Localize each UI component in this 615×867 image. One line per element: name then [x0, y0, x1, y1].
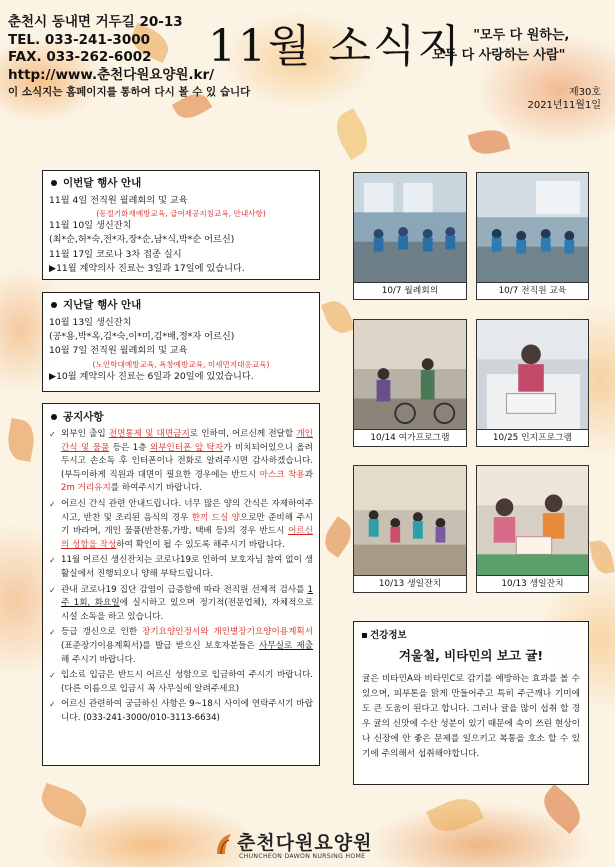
issue-info [527, 86, 601, 112]
event-subtitle: (동절기화재예방교육, 급여제공지침교육, 안내사항) [96, 209, 266, 219]
bullet-icon [51, 302, 57, 308]
issue-number: 제30호 [568, 87, 601, 98]
homepage-notice: 이 소식지는 홈페이지를 통하여 다시 볼 수 있 습니다 [8, 86, 251, 98]
logo-name: 춘천다원요양원 [237, 832, 373, 854]
photo-caption: 10/7 전직원 교육 [476, 283, 589, 300]
leaf-decoration [36, 783, 91, 828]
health-label: 건강정보 [362, 627, 580, 641]
notice-item: ✓ 등급 갱신으로 인한 장기요양인정서와 개인별장기요양이용계획서(표준장기이용계획서)를 발급 받으신 보호자분들은 사무실로 제출해 주시기 바랍니다. [49, 626, 313, 667]
website-link[interactable]: http://www.춘천다원요양원.kr/ [8, 66, 215, 83]
square-bullet-icon [362, 633, 367, 638]
leaf-decoration [589, 539, 615, 576]
photo-caption: 10/13 생일잔치 [353, 576, 467, 593]
slogan-line-1: "모두 다 원하는, [473, 28, 570, 43]
photo-meeting [353, 172, 467, 283]
section-title: 지난달 행사 안내 [49, 297, 313, 312]
slogan-line-2: 모두 다 사랑하는 사람" [432, 48, 566, 63]
photo-caption: 10/7 월례회의 [353, 283, 467, 300]
health-info-box [353, 621, 589, 785]
address-line: 춘천시 동내면 거두길 20-13 [8, 14, 183, 30]
photo-caption: 10/14 여가프로그램 [353, 430, 467, 447]
last-month-events-box [42, 292, 320, 392]
notice-item: ✓ 어르신 간식 관련 안내드립니다. 너무 많은 양의 간식은 자제하여주시고, 반찬 및 조리된 음식의 경우 한끼 드실 양으로만 준비해 주시기 바라며, 개인 물품(반찬통,가방, 택배 등)의 경우 반드시 어르신의 성함을 작성하여 확인이 될 수 있도록 해주시기 바랍니다. [49, 498, 313, 552]
leaf-decoration [5, 418, 38, 462]
section-title: 공지사항 [49, 409, 313, 424]
photo-staff-training [476, 172, 589, 283]
leaf-decoration [318, 516, 357, 558]
section-title: 이번달 행사 안내 [49, 175, 313, 190]
newsletter-title: 11월 소식지 [208, 21, 462, 72]
bullet-icon [51, 414, 57, 420]
event-subtitle: (노인학대예방교육, 욕창예방교육, 미세먼지대응교육) [92, 359, 270, 369]
leaf-decoration [329, 108, 375, 160]
notices-box [42, 403, 320, 766]
this-month-events-box [42, 170, 320, 280]
dawon-logo-icon [215, 832, 233, 856]
footer-logo [215, 828, 405, 862]
notice-item: ✓ 관내 코로나19 집단 감염이 급증함에 따라 전직원 선제적 검사를 1주 1회, 화요일에 실시하고 있으며 정기적(전문업체), 자체적으로 시설 소독을 하고 있습니다. [49, 584, 313, 625]
event-line: (공*용,박*옥,김*숙,이*미,김*배,정*자 어르신) [49, 331, 235, 343]
photo-cognitive-program [476, 319, 589, 430]
photo-leisure-program [353, 319, 467, 430]
issue-date: 2021년11월1일 [527, 100, 601, 111]
event-line: ▶10월 계약의사 진료는 6일과 20일에 있었습니다. [49, 370, 254, 382]
bullet-icon [51, 180, 57, 186]
leaf-decoration [536, 784, 588, 834]
photo-caption: 10/13 생일잔치 [476, 576, 589, 593]
notice-item: ✓ 입소료 입금은 반드시 어르신 성함으로 입금하여 주시기 바랍니다. (다른 이름으로 입금시 꼭 사무실에 알려주세요) [49, 669, 313, 696]
notice-item: ✓ 외부인 출입 전면통제 및 대면금지로 인하여, 어르신께 전달할 개인간식 및 물품 등은 1층 외부인터폰 앞 탁자가 비치되어있으니 올려두시고 손소독 후 인터폰이나 전화로 알려주시면 감사하겠습니다. (부득이하게 직원과 대면이 필요한 경우에는 반드시 마스크 착용과 2m 거리유지를 하여주시기 바랍니다. [49, 428, 313, 496]
photo-birthday-party-1 [353, 465, 467, 576]
leaf-decoration [468, 125, 511, 158]
notice-list [49, 428, 313, 725]
fax-line: FAX. 033-262-6002 [8, 49, 152, 65]
event-line: 10월 7일 전직원 월례회의 및 교육 [49, 345, 188, 357]
photo-caption: 10/25 인지프로그램 [476, 430, 589, 447]
event-line: 11월 4일 전직원 월례회의 및 교육 [49, 195, 188, 206]
photo-birthday-party-2 [476, 465, 589, 576]
event-line: ▶11월 계약의사 진료는 3일과 17일에 있습니다. [49, 262, 245, 274]
leaf-decoration [321, 297, 355, 337]
event-line: 10월 13일 생신잔치 [49, 317, 132, 328]
event-line: 11월 17일 코로나 3차 접종 실시 [49, 248, 182, 260]
slogan [432, 26, 569, 66]
event-line: 11월 10일 생신잔치 [49, 220, 132, 232]
leaf-decoration [426, 791, 484, 839]
notice-item: ✓ 어르신 관련하여 궁금하신 사항은 9~18시 사이에 연락주시기 바랍니다. (033-241-3000/010-3113-6634) [49, 698, 313, 725]
phone-line: TEL. 033-241-3000 [8, 31, 151, 48]
event-line: (최*순,허*숙,전*자,장*순,남*식,박*순 어르신) [49, 234, 235, 246]
notice-item: ✓ 11월 어르신 생신잔치는 코로나19로 인하여 보호자님 참여 없이 생활실에서 진행되오니 양해 부탁드립니다. [49, 554, 313, 581]
logo-english: CHUNCHEON DAWON NURSING HOME [239, 853, 366, 860]
health-body: 귤은 비타민A와 비타민C로 감기를 예방하는 효과를 볼 수 있으며, 피부톤을 맑게 만들어주고 특히 주근깨나 기미에도 큰 도움이 된다고 합니다. 그러나 귤을 많이 섭취 할 경우 귤의 신맛에 수산 성분이 있기 때문에 속이 쓰린 현상이나 신장에 안 좋은 문제를 일으키고 복통을 호소 할 수 있기에 주의해서 섭취해야합니다. [362, 674, 580, 759]
health-headline: 겨울철, 비타민의 보고 귤! [398, 648, 544, 663]
